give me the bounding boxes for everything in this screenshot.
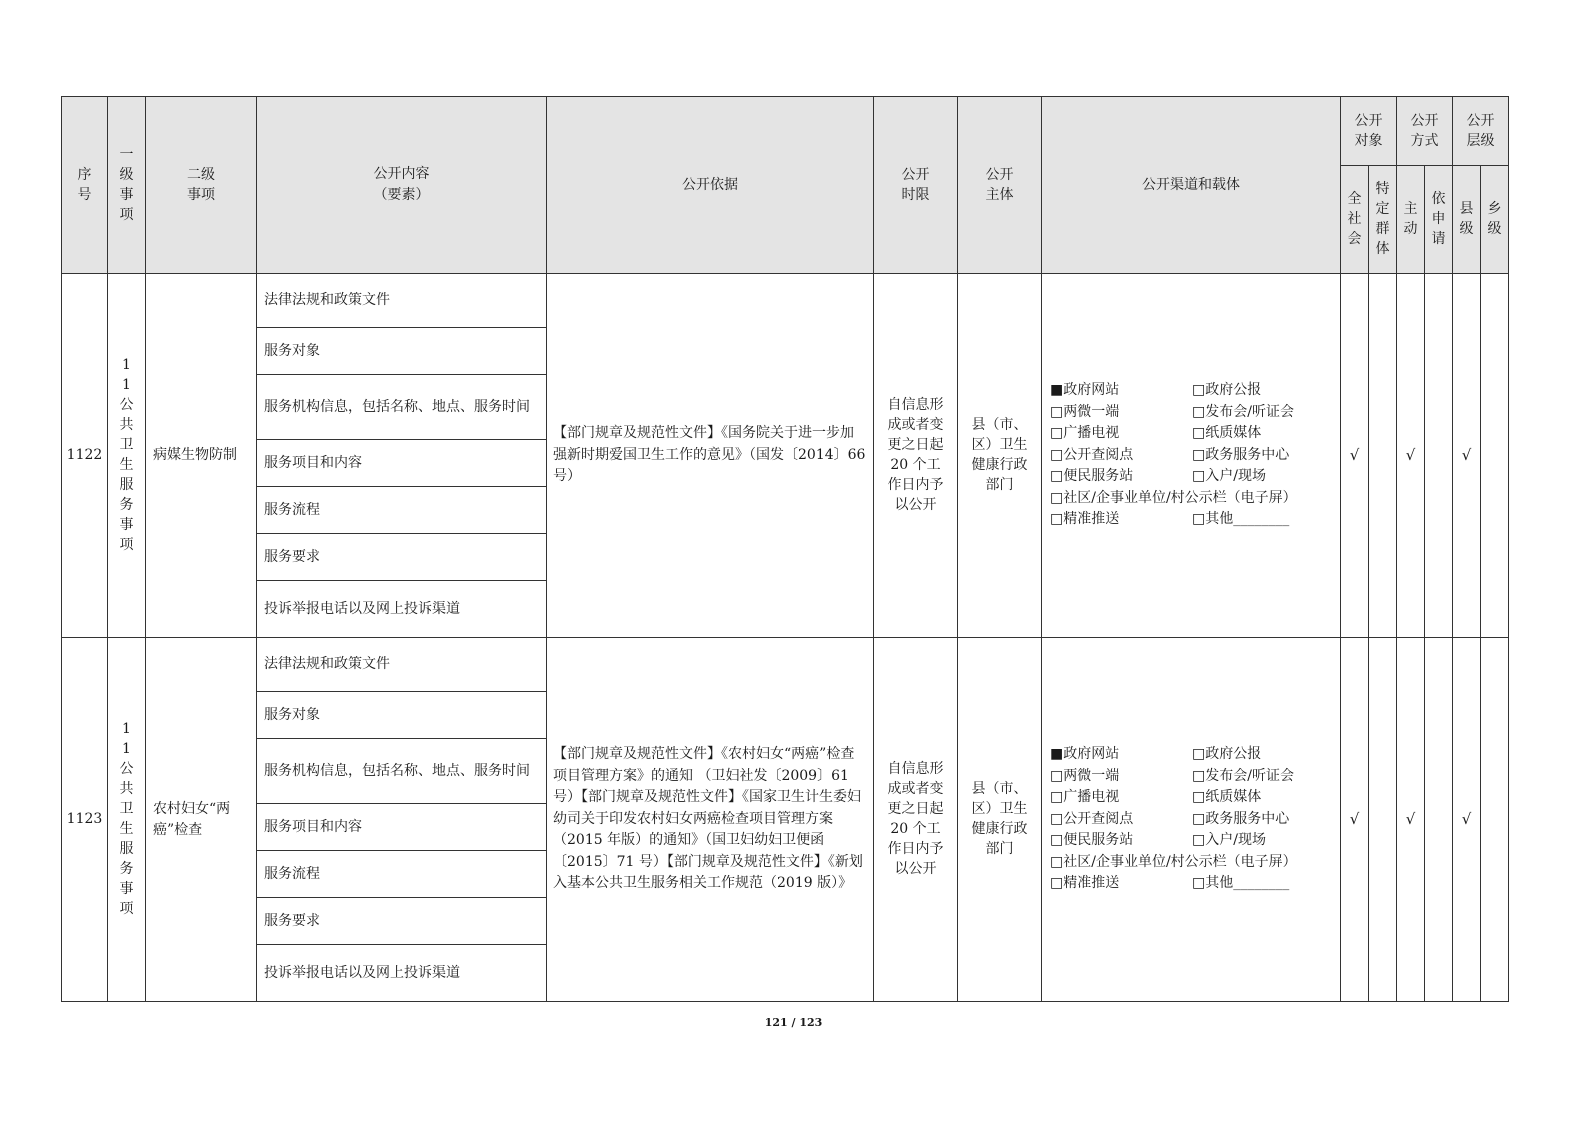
channel-option: □政府公报 — [1192, 382, 1262, 399]
content-item: 法律法规和政策文件 — [257, 638, 546, 692]
content-item: 服务对象 — [257, 328, 546, 375]
level-township-mark — [1481, 638, 1509, 1002]
level2-cell: 农村妇女“两癌”检查 — [146, 638, 257, 1002]
level1-cell — [108, 274, 146, 638]
channel-option: □入户/现场 — [1192, 832, 1266, 849]
target-all-mark: √ — [1341, 638, 1369, 1002]
header-mode-active: 主动 — [1397, 166, 1425, 274]
channel-option: □其他________ — [1192, 511, 1290, 528]
header-time-limit: 公开时限 — [874, 97, 958, 274]
header-content-line1: 公开内容 — [373, 166, 430, 182]
header-basis: 公开依据 — [547, 97, 874, 274]
cell-text: 11公共卫生服务事项 — [119, 357, 134, 553]
channel-option: □社区/企事业单位/村公示栏（电子屏） — [1050, 489, 1297, 506]
level-county-mark: √ — [1453, 274, 1481, 638]
content-cell — [257, 274, 547, 638]
channel-option: □其他________ — [1192, 875, 1290, 892]
mode-request-mark — [1425, 638, 1453, 1002]
content-item: 服务流程 — [257, 487, 546, 534]
content-item: 服务流程 — [257, 851, 546, 898]
target-all-mark: √ — [1341, 274, 1369, 638]
header-level-township: 乡级 — [1481, 166, 1509, 274]
channel-option: □便民服务站 — [1050, 832, 1134, 849]
channels-cell — [1042, 638, 1341, 1002]
content-cell — [257, 638, 547, 1002]
header-channels: 公开渠道和载体 — [1042, 97, 1341, 274]
target-specific-mark — [1369, 638, 1397, 1002]
header-content — [257, 97, 547, 274]
header-mode-request: 依申请 — [1425, 166, 1453, 274]
cell-text: 自信息形成或者变更之日起 20 个工作日内予以公开 — [887, 761, 944, 877]
content-item: 投诉举报电话以及网上投诉渠道 — [264, 964, 460, 981]
content-item: 服务机构信息，包括名称、地点、服务时间 — [257, 375, 546, 440]
header-mode: 公开方式 — [1397, 97, 1453, 166]
content-item: 服务对象 — [257, 692, 546, 739]
channels-cell — [1042, 274, 1341, 638]
content-item: 服务要求 — [257, 898, 546, 945]
basis-cell: 【部门规章及规范性文件】《国务院关于进一步加强新时期爱国卫生工作的意见》（国发〔2014〕66 号） — [547, 274, 874, 638]
content-item: 投诉举报电话以及网上投诉渠道 — [264, 600, 460, 617]
channel-option: ■政府网站 — [1050, 382, 1120, 399]
header-level-county: 县级 — [1453, 166, 1481, 274]
header-seq: 序号 — [62, 97, 108, 274]
level-county-mark: √ — [1453, 638, 1481, 1002]
channel-option: ■政府网站 — [1050, 746, 1120, 763]
cell-text: 县（市、区）卫生健康行政部门 — [971, 417, 1028, 493]
target-specific-mark — [1369, 274, 1397, 638]
channel-list — [1042, 744, 1340, 895]
page-number: 121 / 123 — [764, 1016, 823, 1029]
header-target: 公开对象 — [1341, 97, 1397, 166]
content-list — [257, 638, 546, 1001]
channel-option: □政务服务中心 — [1192, 810, 1290, 827]
time-limit-cell — [874, 274, 958, 638]
content-item: 服务项目和内容 — [257, 804, 546, 851]
cell-text: 县（市、区）卫生健康行政部门 — [971, 781, 1028, 857]
table-row — [62, 638, 1509, 1002]
channel-option: □公开查阅点 — [1050, 810, 1134, 827]
content-item: 服务要求 — [257, 534, 546, 581]
content-item: 服务机构信息，包括名称、地点、服务时间 — [257, 739, 546, 804]
channel-list — [1042, 380, 1340, 531]
header-target-specific: 特定群体 — [1369, 166, 1397, 274]
channel-option: □公开查阅点 — [1050, 446, 1134, 463]
cell-text: 11公共卫生服务事项 — [119, 721, 134, 917]
seq-cell: 1122 — [62, 274, 108, 638]
time-limit-cell — [874, 638, 958, 1002]
header-level2: 二级事项 — [146, 97, 257, 274]
channel-option: □纸质媒体 — [1192, 789, 1262, 806]
channel-option: □社区/企事业单位/村公示栏（电子屏） — [1050, 853, 1297, 870]
channel-option: □政务服务中心 — [1192, 446, 1290, 463]
mode-active-mark: √ — [1397, 638, 1425, 1002]
header-level: 公开层级 — [1453, 97, 1509, 166]
channel-option: □发布会/听证会 — [1192, 403, 1294, 420]
content-item: 法律法规和政策文件 — [257, 274, 546, 328]
seq-cell: 1123 — [62, 638, 108, 1002]
channel-option: □广播电视 — [1050, 425, 1120, 442]
header-content-line2: （要素） — [373, 187, 430, 203]
channel-option: □精准推送 — [1050, 875, 1120, 892]
disclosure-table — [61, 96, 1509, 1002]
level1-cell — [108, 638, 146, 1002]
table-row — [62, 274, 1509, 638]
content-item: 服务项目和内容 — [257, 440, 546, 487]
header-target-all: 全社会 — [1341, 166, 1369, 274]
level2-cell: 病媒生物防制 — [146, 274, 257, 638]
channel-option: □政府公报 — [1192, 746, 1262, 763]
channel-option: □便民服务站 — [1050, 468, 1134, 485]
mode-request-mark — [1425, 274, 1453, 638]
level-township-mark — [1481, 274, 1509, 638]
subject-cell — [958, 638, 1042, 1002]
content-list — [257, 274, 546, 637]
cell-text: 自信息形成或者变更之日起 20 个工作日内予以公开 — [887, 397, 944, 513]
basis-cell: 【部门规章及规范性文件】《农村妇女“两癌”检查项目管理方案》的通知 （卫妇社发〔2009〕61 号）【部门规章及规范性文件】《国家卫生计生委妇幼司关于印发农村妇女两癌检查项目管理方案（2015 年版）的通知》（国卫妇幼妇卫便函〔2015〕71 号）【部门规章及规范性文件】《新划入基本公共卫生服务相关工作规范（2019 版）》 — [547, 638, 874, 1002]
header-level1: 一级事项 — [108, 97, 146, 274]
subject-cell — [958, 274, 1042, 638]
channel-option: □精准推送 — [1050, 511, 1120, 528]
header-subject: 公开主体 — [958, 97, 1042, 274]
channel-option: □纸质媒体 — [1192, 425, 1262, 442]
channel-option: □两微一端 — [1050, 403, 1120, 420]
mode-active-mark: √ — [1397, 274, 1425, 638]
channel-option: □发布会/听证会 — [1192, 767, 1294, 784]
channel-option: □两微一端 — [1050, 767, 1120, 784]
channel-option: □入户/现场 — [1192, 468, 1266, 485]
channel-option: □广播电视 — [1050, 789, 1120, 806]
